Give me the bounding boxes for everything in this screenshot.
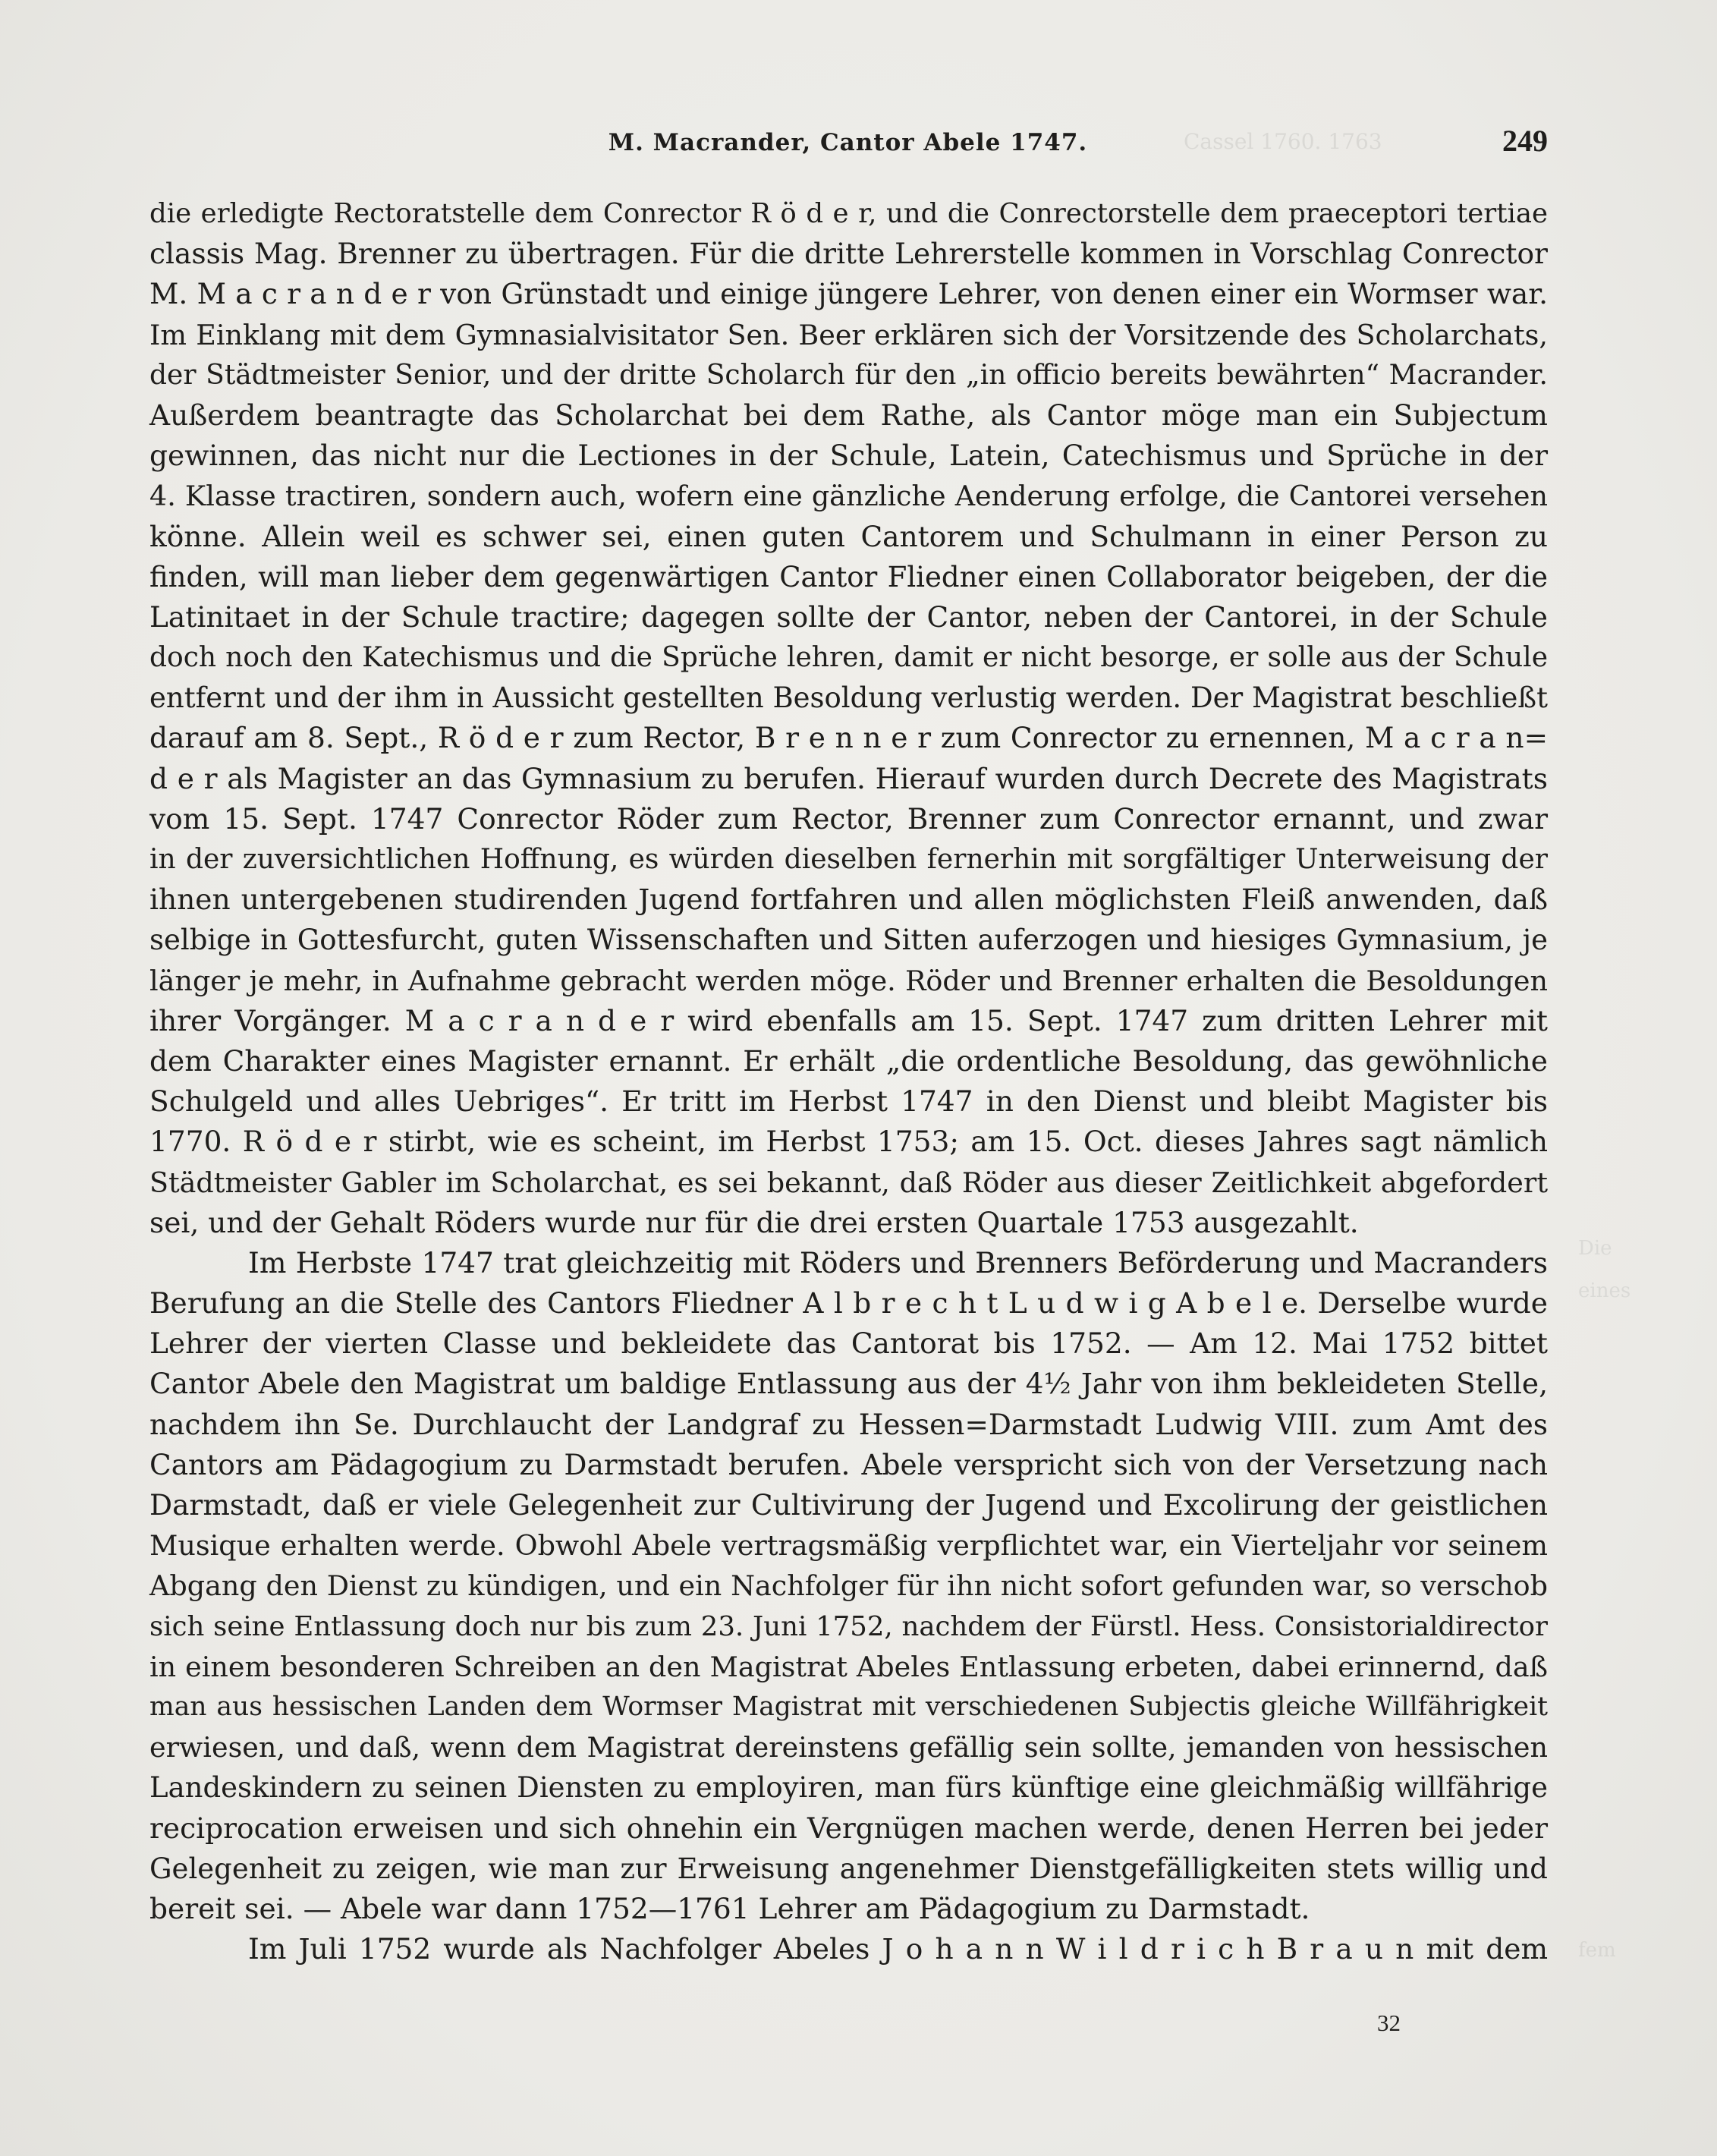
text-line: Im Einklang mit dem Gymnasialvisitator Sen. Beer erklären sich der Vorsitzende des Scholarchats, (149, 318, 1548, 351)
text-line: in der zuversichtlichen Hoffnung, es würden dieselben fernerhin mit sorgfältiger Unterweisung der (149, 844, 1548, 875)
text-line: gewinnen, das nicht nur die Lectiones in der Schule, Latein, Catechismus und Sprüche in der (149, 439, 1548, 473)
text-line: selbige in Gottesfurcht, guten Wissenschaften und Sitten auferzogen und hiesiges Gymnasium, je (149, 924, 1548, 957)
text-line: der Städtmeister Senior, und der dritte Scholarch für den „in officio bereits bewährten“ Macrander. (149, 359, 1548, 391)
bleed-through-text: Cassel 1760. 1763 (1184, 129, 1382, 154)
text-line: Musique erhalten werde. Obwohl Abele vertragsmäßig verpflichtet war, ein Vierteljahr vor seinem (149, 1529, 1548, 1563)
text-line: reciprocation erweisen und sich ohnehin ein Vergnügen machen werde, denen Herren bei jeder (149, 1811, 1548, 1845)
bleed-through-mark: eines (1578, 1279, 1631, 1302)
text-line: Gelegenheit zu zeigen, wie man zur Erweisung angenehmer Dienstgefälligkeiten stets willig und (149, 1852, 1548, 1885)
text-line: nachdem ihn Se. Durchlaucht der Landgraf zu Hessen=Darmstadt Ludwig VIII. zum Amt des (149, 1407, 1548, 1441)
text-line: länger je mehr, in Aufnahme gebracht werden möge. Röder und Brenner erhalten die Besoldungen (149, 964, 1548, 997)
page-number: 249 (1502, 124, 1548, 158)
text-line: Schulgeld und alles Uebriges“. Er tritt im Herbst 1747 in den Dienst und bleibt Magister bis (149, 1084, 1548, 1119)
text-line: M. M a c r a n d e r von Grünstadt und einige jüngere Lehrer, von denen einer ein Wormser war. (149, 277, 1548, 311)
text-line: doch noch den Katechismus und die Sprüche lehren, damit er nicht besorge, er solle aus der Schule (149, 642, 1548, 674)
text-line: ihnen untergebenen studirenden Jugend fortfahren und allen möglichsten Fleiß anwenden, daß (149, 883, 1548, 917)
text-line: sich seine Entlassung doch nur bis zum 23. Juni 1752, nachdem der Fürstl. Hess. Consistorialdirector (149, 1610, 1548, 1642)
text-line: 1770. R ö d e r stirbt, wie es scheint, im Herbst 1753; am 15. Oct. dieses Jahres sagt nämlich (149, 1125, 1548, 1159)
text-line: in einem besonderen Schreiben an den Magistrat Abeles Entlassung erbeten, dabei erinnernd, daß (149, 1650, 1548, 1683)
text-line: erwiesen, und daß, wenn dem Magistrat dereinstens gefällig sein sollte, jemanden von hessischen (149, 1731, 1548, 1764)
text-line: Außerdem beantragte das Scholarchat bei dem Rathe, als Cantor möge man ein Subjectum (149, 398, 1548, 432)
body-text (149, 194, 1548, 1969)
text-line: man aus hessischen Landen dem Wormser Magistrat mit verschiedenen Subjectis gleiche Willfährigkeit (149, 1691, 1548, 1722)
text-line: bereit sei. — Abele war dann 1752—1761 Lehrer am Pädagogium zu Darmstadt. (149, 1891, 1310, 1925)
text-line: classis Mag. Brenner zu übertragen. Für die dritte Lehrerstelle kommen in Vorschlag Conrector (149, 237, 1548, 271)
text-line: ihrer Vorgänger. M a c r a n d e r wird ebenfalls am 15. Sept. 1747 zum dritten Lehrer mit (149, 1003, 1548, 1037)
text-line: Darmstadt, daß er viele Gelegenheit zur Cultivirung der Jugend und Excolirung der geistlichen (149, 1488, 1548, 1522)
bleed-through-mark: fem (1578, 1939, 1616, 1962)
text-line: könne. Allein weil es schwer sei, einen guten Cantorem und Schulmann in einer Person zu (149, 519, 1548, 553)
text-line: finden, will man lieber dem gegenwärtigen Cantor Fliedner einen Collaborator beigeben, der die (149, 560, 1548, 593)
text-line: vom 15. Sept. 1747 Conrector Röder zum Rector, Brenner zum Conrector ernannt, und zwar (149, 801, 1548, 836)
text-line: dem Charakter eines Magister ernannt. Er erhält „die ordentliche Besoldung, das gewöhnliche (149, 1043, 1548, 1078)
signature-mark: 32 (1377, 2010, 1401, 2036)
text-line: Im Juli 1752 wurde als Nachfolger Abeles J o h a n n W i l d r i c h B r a u n mit dem (248, 1932, 1548, 1966)
page-header (148, 123, 1548, 168)
text-line: entfernt und der ihm in Aussicht gestellten Besoldung verlustig werden. Der Magistrat beschließt (149, 681, 1548, 715)
text-line: Latinitaet in der Schule tractire; dagegen sollte der Cantor, neben der Cantorei, in der Schule (149, 600, 1548, 634)
text-line: Abgang den Dienst zu kündigen, und ein Nachfolger für ihn nicht sofort gefunden war, so verschob (149, 1569, 1548, 1603)
text-line: 4. Klasse tractiren, sondern auch, wofern eine gänzliche Aenderung erfolge, die Cantorei versehen (149, 480, 1548, 513)
text-line: Lehrer der vierten Classe und bekleidete das Cantorat bis 1752. — Am 12. Mai 1752 bittet (149, 1327, 1548, 1361)
text-line: Landeskindern zu seinen Diensten zu employiren, man fürs künftige eine gleichmäßig willfährige (149, 1771, 1548, 1805)
bleed-through-mark: Die (1578, 1237, 1612, 1260)
text-line: Cantors am Pädagogium zu Darmstadt berufen. Abele verspricht sich von der Versetzung nach (149, 1447, 1548, 1481)
text-line: Im Herbste 1747 trat gleichzeitig mit Röders und Brenners Beförderung und Macranders (248, 1245, 1548, 1279)
text-line: die erledigte Rectoratstelle dem Conrector R ö d e r, und die Conrectorstelle dem praeceptori tertiae (149, 198, 1548, 229)
text-line: Berufung an die Stelle des Cantors Fliedner A l b r e c h t L u d w i g A b e l e. Derselbe wurde (149, 1286, 1548, 1320)
text-line: Städtmeister Gabler im Scholarchat, es sei bekannt, daß Röder aus dieser Zeitlichkeit abgefordert (149, 1166, 1548, 1199)
text-line: darauf am 8. Sept., R ö d e r zum Rector, B r e n n e r zum Conrector zu ernennen, M a c r a n= (149, 721, 1548, 755)
running-head: M. Macrander, Cantor Abele 1747. (608, 129, 1088, 156)
text-line: sei, und der Gehalt Röders wurde nur für die drei ersten Quartale 1753 ausgezahlt. (149, 1205, 1359, 1239)
text-line: Cantor Abele den Magistrat um baldige Entlassung aus der 4½ Jahr von ihm bekleideten Stelle, (149, 1367, 1548, 1401)
text-line: d e r als Magister an das Gymnasium zu berufen. Hierauf wurden durch Decrete des Magistrats (149, 761, 1548, 795)
